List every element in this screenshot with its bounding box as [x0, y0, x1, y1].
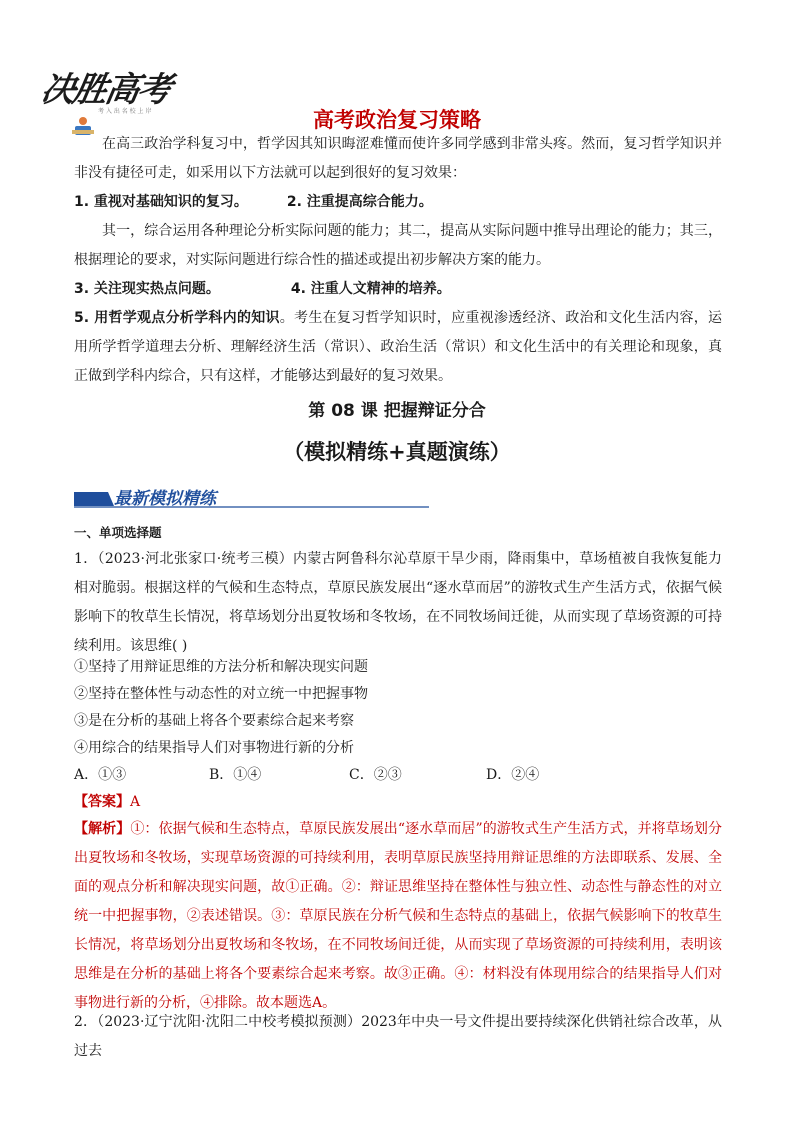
analysis-label: 【解析】 [74, 821, 131, 837]
tip-5-label: 5. 用哲学观点分析学科内的知识 [74, 310, 280, 326]
tip-2: 2. 注重提高综合能力。 [286, 194, 433, 210]
tips-row-2 [74, 275, 451, 304]
answer-label: 【答案】 [74, 794, 130, 810]
q1-option-d: D．②④ [486, 767, 540, 783]
q1-option-b: B．①④ [209, 767, 262, 783]
tip-2-detail: 其一，综合运用各种理论分析实际问题的能力；其二，提高从实际问题中推导出理论的能力；其三，根据理论的要求，对实际问题进行综合性的描述或提出初步解决方案的能力。 [74, 223, 722, 268]
tip-3: 3. 关注现实热点问题。 [74, 281, 220, 297]
question-1-stem: 1．（2023·河北张家口·统考三模）内蒙古阿鲁科尔沁草原干旱少雨，降雨集中，草场植被自我恢复能力相对脆弱。根据这样的气候和生态特点，草原民族发展出“逐水草而居”的游牧式生产生活方式，依据气候影响下的牧草生长情况，将草场划分出夏牧场和冬牧场，在不同牧场间迁徙，从而实现了草场资源的可持续利用。该思维( ) [74, 551, 722, 654]
logo-text: 决胜高考 [37, 70, 173, 110]
q1-analysis [74, 815, 722, 1018]
q1-item-2: ②坚持在整体性与动态性的对立统一中把握事物 [74, 686, 368, 702]
tip-4: 4. 注重人文精神的培养。 [290, 281, 451, 297]
section-header [74, 486, 429, 508]
logo-subtext: 考 入 出 名 校 上 岸 [98, 108, 152, 115]
lesson-subtitle: （模拟精练+真题演练） [283, 440, 511, 464]
tip-5-text: 。考生在复习哲学知识时，应重视渗透经济、政治和文化生活内容，运用所学哲学道理去分析、理解经济生活（常识）、政治生活（常识）和文化生活中的有关理论和现象，真正做到学科内综合，只有这样，才能够达到最好的复习效果。 [74, 310, 723, 384]
q1-answer [74, 788, 140, 817]
answer-value: A [130, 794, 141, 810]
page-title: 高考政治复习策略 [313, 108, 481, 132]
tips-row-1 [74, 188, 433, 217]
intro-paragraph: 在高三政治学科复习中，哲学因其知识晦涩难懂而使许多同学感到非常头疼。然而，复习哲学知识并非没有捷径可走，如采用以下方法就可以起到很好的复习效果： [74, 136, 722, 181]
analysis-text: ①：依据气候和生态特点，草原民族发展出“逐水草而居”的游牧式生产生活方式，并将草场划分出夏牧场和冬牧场，实现草场资源的可持续利用，表明草原民族坚持用辩证思维的方法即联系、发展、全面的观点分析和解决现实问题，故①正确。②：辩证思维坚持在整体性与独立性、动态性与静态性的对立统一中把握事物，②表述错误。③：草原民族在分析气候和生态特点的基础上，依据气候影响下的牧草生长情况，将草场划分出夏牧场和冬牧场，在不同牧场间迁徙，从而实现了草场资源的可持续利用，表明该思维是在分析的基础上将各个要素综合起来考察。故③正确。④：材料没有体现用综合的结果指导人们对事物进行新的分析，④排除。故本题选A。 [74, 821, 723, 1011]
tip-5 [74, 304, 722, 391]
section-label: 最新模拟精练 [114, 489, 216, 509]
q1-item-4: ④用综合的结果指导人们对事物进行新的分析 [74, 740, 354, 756]
question-2-stem: 2．（2023·辽宁沈阳·沈阳二中校考模拟预测）2023年中央一号文件提出要持续深化供销社综合改革，从过去 [74, 1014, 722, 1059]
lesson-title: 第 08 课 把握辩证分合 [308, 401, 486, 421]
q1-option-c: C．②③ [349, 767, 402, 783]
q1-item-3: ③是在分析的基础上将各个要素综合起来考察 [74, 713, 354, 729]
part-heading: 一、单项选择题 [74, 525, 162, 540]
q1-item-1: ①坚持了用辩证思维的方法分析和解决现实问题 [74, 659, 368, 675]
tip-1: 1. 重视对基础知识的复习。 [74, 194, 248, 210]
q1-option-a: A．①③ [74, 767, 127, 783]
